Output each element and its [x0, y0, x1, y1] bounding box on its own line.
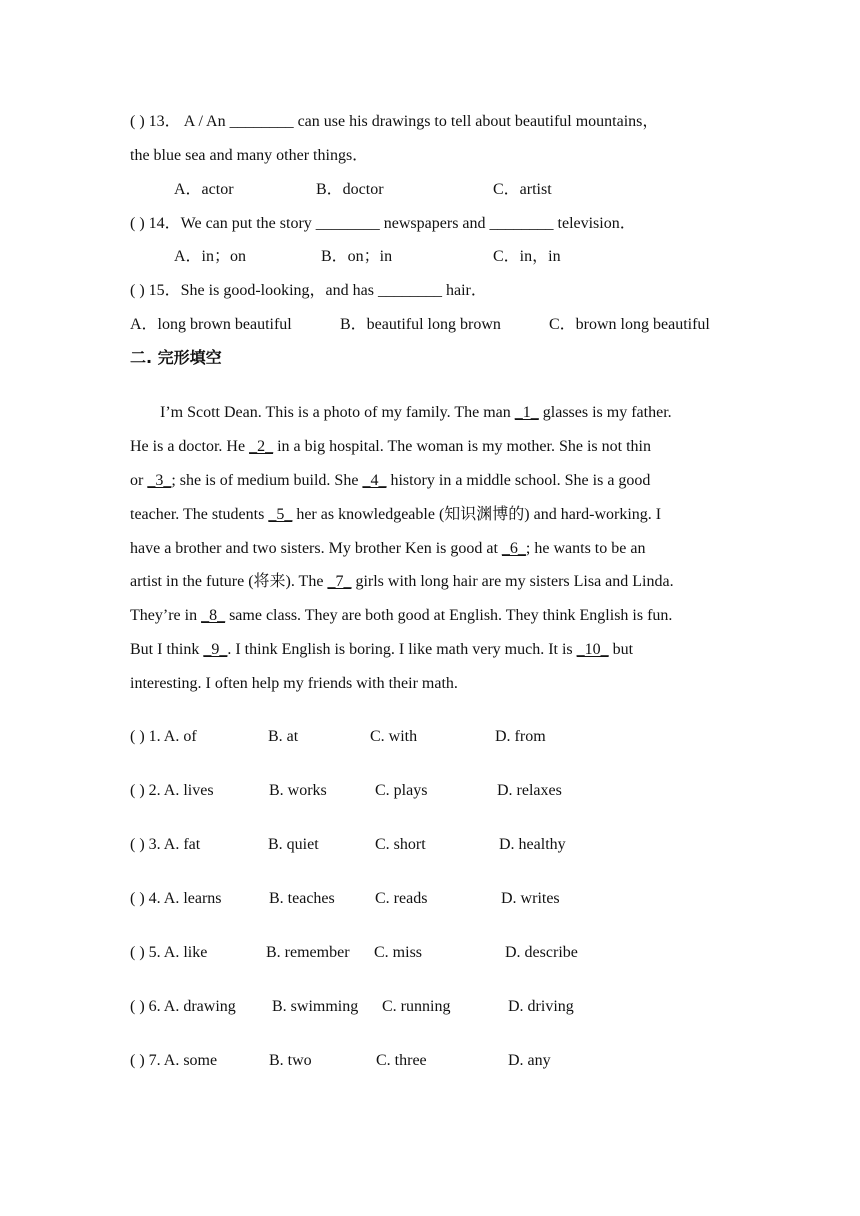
- passage-line: He is a doctor. He _2_ in a big hospital. The woman is my mother. She is not thin: [130, 438, 651, 455]
- question-4-option-b: B. teaches: [269, 890, 335, 907]
- question-4-option-a: ( ) 4. A. learns: [130, 890, 222, 907]
- blank-6[interactable]: _6_: [501, 540, 526, 557]
- question-2-option-a: ( ) 2. A. lives: [130, 782, 214, 799]
- passage-line: teacher. The students _5_ her as knowledgeable (知识渊博的) and hard-working. I: [130, 506, 662, 523]
- question-6-option-b: B. swimming: [272, 998, 359, 1015]
- question-6-option-d: D. driving: [508, 998, 574, 1015]
- q13-stem-line2: the blue sea and many other things．: [130, 147, 369, 164]
- section-heading: 二. 完形填空: [130, 348, 222, 367]
- blank-1[interactable]: _1_: [514, 404, 539, 421]
- question-6-option-a: ( ) 6. A. drawing: [130, 998, 236, 1015]
- blank-2[interactable]: _2_: [249, 438, 274, 455]
- q15-stem: ( ) 15．She is good-looking，and has ________ hair．: [130, 282, 487, 299]
- question-5-option-b: B. remember: [266, 944, 350, 961]
- passage-line: artist in the future (将来). The _7_ girls with long hair are my sisters Lisa and Linda.: [130, 573, 674, 590]
- question-1-option-a: ( ) 1. A. of: [130, 728, 197, 745]
- question-6-option-c: C. running: [382, 998, 451, 1015]
- q15-option-a: A．long brown beautiful: [130, 316, 292, 333]
- blank-4[interactable]: _4_: [362, 472, 387, 489]
- q15-option-b: B．beautiful long brown: [340, 316, 501, 333]
- q14-stem: ( ) 14．We can put the story ________ newspapers and ________ television．: [130, 215, 636, 232]
- question-7-option-b: B. two: [269, 1052, 312, 1069]
- q13-option-b: B．doctor: [316, 181, 384, 198]
- question-3-option-a: ( ) 3. A. fat: [130, 836, 201, 853]
- blank-10[interactable]: _10_: [576, 641, 609, 658]
- question-2-option-c: C. plays: [375, 782, 428, 799]
- question-3-option-c: C. short: [375, 836, 426, 853]
- blank-9[interactable]: _9_: [203, 641, 228, 658]
- question-3-option-d: D. healthy: [499, 836, 566, 853]
- passage-line: I’m Scott Dean. This is a photo of my family. The man _1_ glasses is my father.: [160, 404, 672, 421]
- question-3-option-b: B. quiet: [268, 836, 319, 853]
- question-2-option-b: B. works: [269, 782, 327, 799]
- q13-stem-line1: ( ) 13． A / An ________ can use his drawings to tell about beautiful mountains，: [130, 113, 659, 130]
- question-7-option-d: D. any: [508, 1052, 551, 1069]
- q14-option-a: A．in；on: [174, 248, 247, 265]
- q13-option-c: C．artist: [493, 181, 552, 198]
- q15-option-c: C．brown long beautiful: [549, 316, 710, 333]
- passage-line: But I think _9_. I think English is boring. I like math very much. It is _10_ but: [130, 641, 634, 658]
- question-1-option-d: D. from: [495, 728, 546, 745]
- question-4-option-d: D. writes: [501, 890, 560, 907]
- question-7-option-a: ( ) 7. A. some: [130, 1052, 218, 1069]
- passage-line: have a brother and two sisters. My brother Ken is good at _6_; he wants to be an: [130, 540, 646, 557]
- question-5-option-a: ( ) 5. A. like: [130, 944, 208, 961]
- q14-option-c: C．in，in: [493, 248, 561, 265]
- q13-option-a: A．actor: [174, 181, 234, 198]
- question-1-option-c: C. with: [370, 728, 418, 745]
- question-4-option-c: C. reads: [375, 890, 428, 907]
- passage-line: They’re in _8_ same class. They are both good at English. They think English is fun.: [130, 607, 673, 624]
- blank-5[interactable]: _5_: [268, 506, 293, 523]
- q14-option-b: B．on；in: [321, 248, 393, 265]
- question-1-option-b: B. at: [268, 728, 299, 745]
- passage-line: interesting. I often help my friends with their math.: [130, 675, 458, 692]
- question-5-option-c: C. miss: [374, 944, 423, 961]
- blank-3[interactable]: _3_: [147, 472, 172, 489]
- question-5-option-d: D. describe: [505, 944, 578, 961]
- blank-8[interactable]: _8_: [201, 607, 226, 624]
- blank-7[interactable]: _7_: [327, 573, 352, 590]
- question-7-option-c: C. three: [376, 1052, 427, 1069]
- question-2-option-d: D. relaxes: [497, 782, 562, 799]
- passage-line: or _3_; she is of medium build. She _4_ history in a middle school. She is a good: [130, 472, 651, 489]
